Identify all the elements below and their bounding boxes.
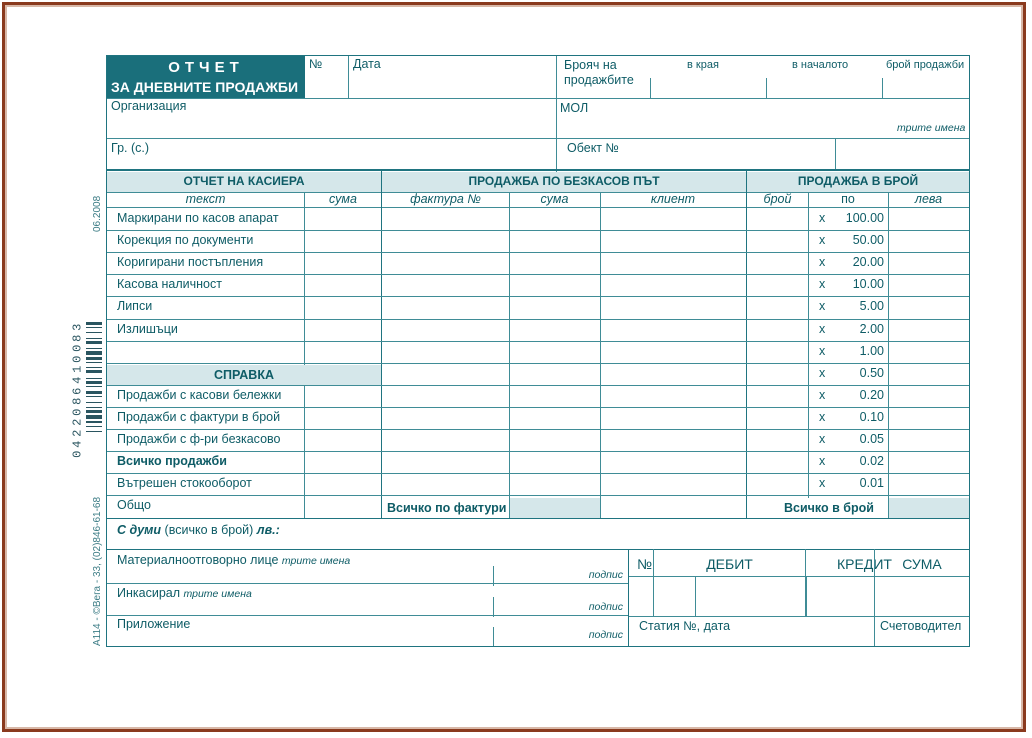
organization-field[interactable] — [107, 99, 555, 137]
counter-start-field[interactable] — [767, 78, 882, 98]
multiply-sign: x — [819, 409, 826, 424]
barcode-bar — [86, 338, 102, 339]
barcode-bar — [86, 391, 102, 394]
cashier-row-label: Касова наличност — [117, 277, 222, 292]
denomination-count-field[interactable] — [747, 451, 808, 473]
in-words-note: (всичко в брой) — [164, 523, 254, 537]
denomination-row — [747, 296, 969, 318]
all-cash-label: Всичко в брой — [784, 501, 874, 515]
in-words-field[interactable] — [307, 520, 967, 548]
denomination-row — [747, 341, 969, 363]
mol-field[interactable] — [557, 99, 969, 137]
barcode-bar — [86, 362, 102, 363]
denomination-value: 20.00 — [852, 255, 884, 270]
denomination-leva-field[interactable] — [889, 341, 969, 363]
cashier-row-label: Липси — [117, 299, 153, 314]
multiply-sign: x — [819, 343, 826, 358]
accountant-label: Счетоводител — [880, 619, 962, 633]
accounting-no-label: № — [637, 556, 653, 572]
barcode-digit: 6 — [70, 387, 85, 395]
reference-row-label: Продажби с фактури в брой — [117, 409, 281, 424]
collected-signature-label: подпис — [588, 601, 623, 613]
daily-sales-report-form — [106, 55, 970, 647]
barcode-digit: 8 — [70, 397, 85, 406]
reference-row — [107, 473, 381, 495]
denomination-row — [747, 274, 969, 296]
denomination-value: 50.00 — [852, 233, 884, 248]
barcode-bar — [86, 386, 102, 387]
reference-amount-field[interactable] — [305, 473, 381, 495]
sales-count-field[interactable] — [883, 78, 969, 98]
attachment-label: Приложение — [117, 617, 191, 631]
denomination-value: 0.01 — [859, 476, 884, 491]
counter-end-label: в края — [687, 59, 719, 71]
multiply-sign: x — [819, 233, 826, 248]
cashier-row-label: Излишъци — [117, 321, 178, 336]
city-label: Гр. (с.) — [111, 141, 150, 155]
denomination-row — [747, 385, 969, 407]
cashier-row-label: Корекция по документи — [117, 233, 254, 248]
cash-sales-header: ПРОДАЖБА В БРОЙ — [797, 174, 919, 188]
denomination-value: 0.02 — [859, 454, 884, 469]
catalog-code: А114 - ©Вега - 33, (02)846-61-68 — [92, 496, 103, 646]
col-invoice-no: фактура № — [410, 192, 481, 206]
reference-amount-field[interactable] — [305, 451, 381, 473]
barcode-digit: 8 — [70, 334, 85, 342]
reference-row — [107, 385, 381, 407]
barcode-digit: 2 — [70, 419, 85, 427]
denomination-value: 0.20 — [859, 387, 884, 402]
barcode-digit: 0 — [70, 408, 85, 416]
barcode-bar — [86, 341, 102, 344]
sales-count-label: брой продажби — [886, 59, 965, 71]
all-invoices-label: Всичко по фактури — [387, 501, 507, 515]
cashier-row-label: Маркирани по касов апарат — [117, 211, 279, 225]
col-leva: лева — [914, 192, 943, 206]
denomination-count-field[interactable] — [747, 363, 808, 385]
denomination-count-field[interactable] — [747, 473, 808, 495]
date-field[interactable] — [349, 56, 555, 98]
responsible-note: трите имена — [281, 555, 351, 567]
organization-label: Организация — [111, 99, 187, 113]
denomination-count-field[interactable] — [747, 341, 808, 363]
date-label: Дата — [353, 57, 381, 71]
cashier-row-label: Коригирани постъпления — [117, 255, 264, 270]
denomination-count-field[interactable] — [747, 230, 808, 252]
multiply-sign: x — [819, 321, 826, 336]
multiply-sign: x — [819, 432, 826, 446]
denomination-leva-field[interactable] — [889, 252, 969, 274]
article-date-label: Статия №, дата — [639, 619, 731, 633]
title-line-1: ОТЧЕТ — [168, 59, 244, 76]
multiply-sign: x — [819, 299, 826, 314]
reference-amount-field[interactable] — [305, 385, 381, 407]
denomination-leva-field[interactable] — [889, 319, 969, 341]
reference-header: СПРАВКА — [214, 368, 274, 382]
denomination-count-field[interactable] — [747, 296, 808, 318]
debit-label: ДЕБИТ — [706, 556, 753, 572]
reference-row-label: Вътрешен стокооборот — [117, 476, 252, 491]
barcode-digit: 0 — [70, 450, 85, 459]
cashier-amount-field[interactable] — [305, 341, 381, 363]
barcode-digit: 2 — [70, 429, 85, 437]
cashier-row — [107, 208, 381, 230]
col-text: текст — [185, 192, 226, 206]
denomination-row — [747, 429, 969, 451]
barcode-digit: 0 — [70, 355, 85, 363]
denomination-value: 0.50 — [859, 365, 884, 380]
reference-row-label: Общо — [117, 498, 151, 513]
article-date-field[interactable] — [630, 617, 873, 646]
cashier-row — [107, 319, 381, 341]
denomination-row — [747, 252, 969, 274]
collected-field[interactable] — [107, 584, 627, 614]
denomination-leva-field[interactable] — [889, 473, 969, 495]
counter-label-2: продажбите — [564, 73, 634, 87]
denomination-value: 100.00 — [845, 211, 884, 225]
col-amount: сума — [329, 192, 357, 206]
denomination-count-field[interactable] — [747, 385, 808, 407]
multiply-sign: x — [819, 387, 826, 402]
barcode-digit: 4 — [70, 376, 85, 384]
denomination-leva-field[interactable] — [889, 429, 969, 451]
responsible-signature-label: подпис — [588, 569, 623, 581]
barcode-bar — [86, 396, 102, 397]
reference-amount-field[interactable] — [305, 495, 381, 517]
multiply-sign: x — [819, 211, 826, 225]
denomination-value: 0.05 — [859, 432, 884, 446]
responsible-text: Материалноотговорно лице — [117, 553, 279, 567]
cashier-row — [107, 296, 381, 318]
reference-row — [107, 451, 381, 473]
denomination-leva-field[interactable] — [889, 208, 969, 230]
mol-three-names-hint: трите имена — [897, 122, 966, 134]
cashier-amount-field[interactable] — [305, 274, 381, 296]
barcode-bar — [86, 381, 102, 384]
barcode-digits — [72, 322, 84, 460]
barcode-bar — [86, 367, 102, 368]
reference-row-label: Продажби с ф-ри безкасово — [117, 432, 281, 446]
cashier-row — [107, 252, 381, 274]
barcode-bar — [86, 402, 102, 403]
responsible-field[interactable] — [107, 550, 627, 583]
noncash-sales-header: ПРОДАЖБА ПО БЕЗКАСОВ ПЪТ — [468, 174, 660, 188]
denomination-value: 5.00 — [859, 299, 884, 314]
accountant-field[interactable] — [875, 617, 968, 646]
denomination-row — [747, 473, 969, 495]
cashier-amount-field[interactable] — [305, 252, 381, 274]
barcode-digit: 0 — [70, 344, 85, 353]
attachment-field[interactable] — [107, 616, 627, 646]
all-invoices-total-field[interactable] — [510, 499, 600, 518]
denomination-leva-field[interactable] — [889, 407, 969, 429]
mol-label: МОЛ — [560, 101, 589, 115]
barcode-icon — [86, 322, 102, 472]
denomination-row — [747, 451, 969, 473]
in-words-currency: лв.: — [256, 523, 280, 537]
number-label: № — [309, 57, 323, 71]
reference-row-label: Всичко продажби — [117, 454, 227, 469]
multiply-sign: x — [819, 277, 826, 292]
cashier-amount-field[interactable] — [305, 319, 381, 341]
denomination-leva-field[interactable] — [889, 296, 969, 318]
denomination-leva-field[interactable] — [889, 385, 969, 407]
cashier-amount-field[interactable] — [305, 230, 381, 252]
in-words-label: С думи — [117, 523, 162, 537]
barcode-bar — [86, 351, 102, 355]
counter-label: Брояч на — [564, 58, 617, 72]
multiply-sign: x — [819, 476, 826, 491]
denomination-row — [747, 230, 969, 252]
sum-label: СУМА — [902, 556, 942, 572]
cashier-amount-field[interactable] — [305, 296, 381, 318]
object-field[interactable] — [557, 139, 969, 169]
denomination-value: 2.00 — [859, 321, 884, 336]
denomination-count-field[interactable] — [747, 319, 808, 341]
barcode-bar — [86, 327, 102, 328]
counter-start-label: в началото — [792, 59, 849, 71]
cashier-row — [107, 341, 381, 363]
form-title — [107, 56, 305, 98]
multiply-sign: x — [819, 454, 826, 469]
cashier-report-header: ОТЧЕТ НА КАСИЕРА — [183, 174, 305, 188]
multiply-sign: x — [819, 255, 826, 270]
reference-amount-field[interactable] — [305, 429, 381, 451]
reference-row — [107, 495, 381, 517]
in-words-line — [117, 523, 280, 537]
reference-amount-field[interactable] — [305, 407, 381, 429]
denomination-leva-field[interactable] — [889, 274, 969, 296]
accounting-entry-field[interactable] — [630, 577, 968, 615]
print-date-code: 06.2008 — [92, 195, 103, 232]
credit-label: КРЕДИТ — [837, 556, 892, 572]
barcode-bar — [86, 370, 102, 373]
denomination-count-field[interactable] — [747, 274, 808, 296]
barcode-bar — [86, 348, 102, 349]
reference-row-label: Продажби с касови бележки — [117, 387, 282, 402]
denomination-value: 10.00 — [852, 277, 884, 292]
title-line-2: ЗА ДНЕВНИТЕ ПРОДАЖБИ — [111, 79, 299, 95]
denomination-row — [747, 407, 969, 429]
barcode-digit: 4 — [70, 440, 85, 448]
barcode-bar — [86, 378, 102, 379]
attachment-signature-label: подпис — [588, 629, 623, 641]
denomination-value: 1.00 — [859, 343, 884, 358]
col-amount-2: сума — [540, 192, 569, 206]
barcode-bar — [86, 407, 102, 408]
all-cash-total-field[interactable] — [889, 499, 969, 518]
reference-row — [107, 407, 381, 429]
col-per: по — [841, 192, 855, 206]
barcode-bar — [86, 322, 102, 325]
denomination-leva-field[interactable] — [889, 363, 969, 385]
barcode-bar — [86, 357, 102, 360]
denomination-row — [747, 208, 969, 230]
denomination-row — [747, 319, 969, 341]
col-count: брой — [763, 192, 792, 206]
denomination-count-field[interactable] — [747, 407, 808, 429]
barcode-bar — [86, 426, 102, 427]
multiply-sign: x — [819, 365, 826, 380]
barcode-bar — [86, 415, 102, 419]
barcode-bar — [86, 421, 102, 422]
denomination-leva-field[interactable] — [889, 230, 969, 252]
denomination-row — [747, 363, 969, 385]
cashier-row — [107, 230, 381, 252]
object-label: Обект № — [567, 141, 619, 155]
denomination-value: 0.10 — [859, 409, 884, 424]
counter-end-field[interactable] — [651, 78, 766, 98]
denomination-count-field[interactable] — [747, 252, 808, 274]
collected-text: Инкасирал — [117, 586, 181, 600]
collected-note: трите имена — [183, 588, 252, 600]
city-field[interactable] — [107, 139, 555, 169]
barcode-bar — [86, 332, 102, 333]
barcode-bar — [86, 410, 102, 413]
denomination-leva-field[interactable] — [889, 451, 969, 473]
cashier-row — [107, 274, 381, 296]
barcode-bar — [86, 431, 102, 432]
denomination-count-field[interactable] — [747, 429, 808, 451]
cashier-amount-field[interactable] — [305, 208, 381, 230]
col-client: клиент — [650, 192, 696, 206]
barcode-digit: 1 — [70, 366, 85, 374]
denomination-count-field[interactable] — [747, 208, 808, 230]
barcode-digit: 3 — [70, 323, 85, 331]
reference-row — [107, 429, 381, 451]
